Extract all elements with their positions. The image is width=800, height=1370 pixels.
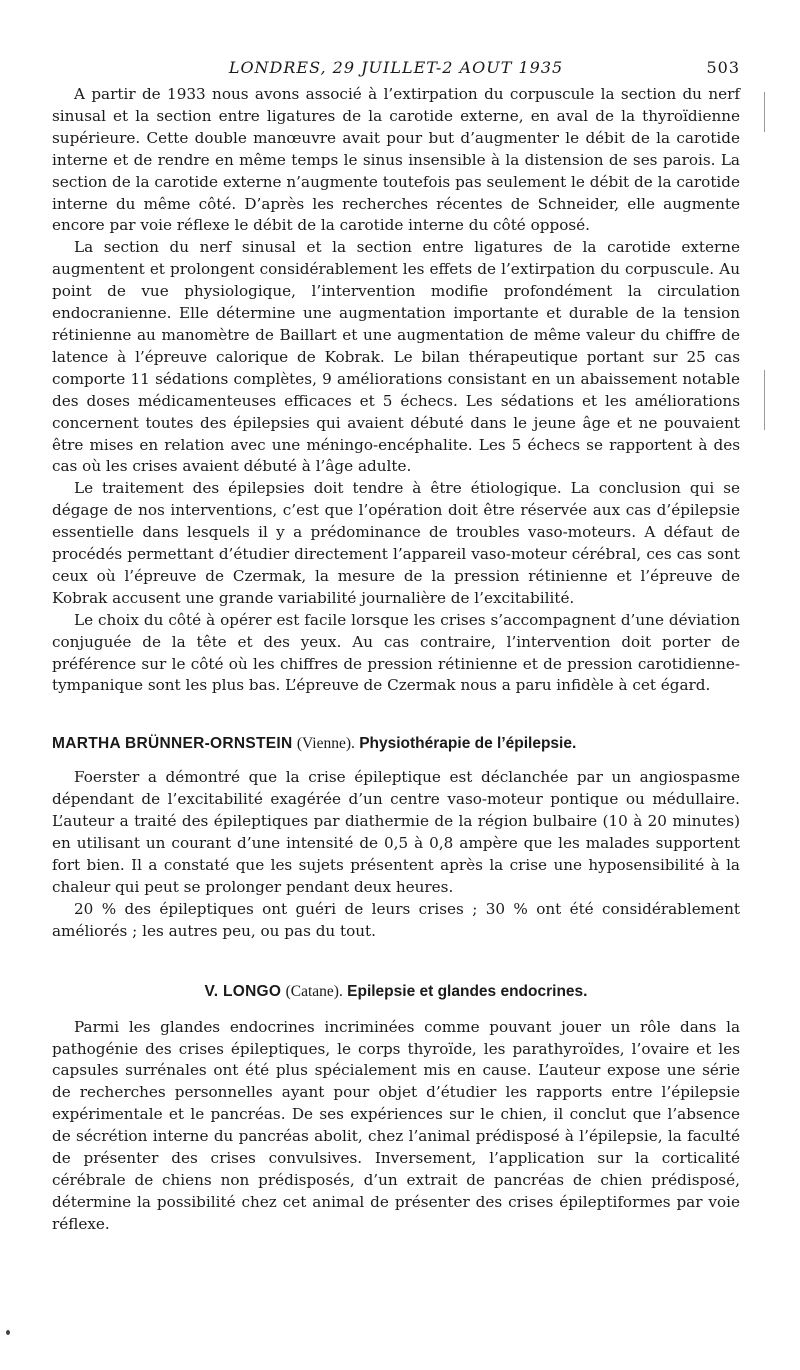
abstract-heading xyxy=(52,981,740,1003)
abstract-title: Epilepsie et glandes endocrines. xyxy=(347,982,588,1000)
page xyxy=(52,58,740,1236)
running-head xyxy=(52,58,740,84)
page-speck xyxy=(6,1330,10,1335)
abstract-heading xyxy=(52,733,740,755)
paragraph: Parmi les glandes endocrines incriminées comme pouvant jouer un rôle dans la pathogénie des crises épileptiques, le corps thyroïde, les parathyroïdes, l’ovaire et les capsules surrénales ont été plus spécialement mis en cause. L’auteur expose une série de recherches personnelles ayant pour objet d’étudier les rapports entre l’épilepsie expérimentale et le pancréas. De ses expériences sur le chien, il conclut que l’absence de sécrétion interne du pancréas abolit, chez l’animal prédisposé à l’épilepsie, la faculté de présenter des crises convulsives. Inversement, l’application sur la corticalité cérébrale de chiens non prédisposés, d’un extrait de pancréas de chien prédisposé, détermine la possibilité chez cet animal de présenter des crises épileptiformes par voie réflexe. xyxy=(52,1017,740,1233)
author-place: (Vienne). xyxy=(296,735,355,753)
paragraph: Le traitement des épilepsies doit tendre à être étiologique. La conclusion qui se dégage de nos interventions, c’est que l’opération doit être réservée aux cas d’épilepsie essentielle dans lesquels il y a prédominance de troubles vaso-moteurs. A défaut de procédés permettant d’étudier directement l’appareil vaso-moteur cérébral, ces cas sont ceux où l’épreuve de Czermak, la mesure de la pression rétinienne et l’épreuve de Kobrak accusent une grande variabilité journalière de l’excitabilité. xyxy=(52,479,740,607)
abstract-section xyxy=(52,1017,740,1236)
abstract-section xyxy=(52,767,740,942)
author-name: V. LONGO xyxy=(204,982,282,1000)
paragraph: Le choix du côté à opérer est facile lorsque les crises s’accompagnent d’une déviation conjuguée de la tête et des yeux. Au cas contraire, l’intervention doit porter de préférence sur le côté où les chiffres de pression rétinienne et de pression carotidienne-tympanique sont les plus bas. L’épreuve de Czermak nous a paru infidèle à cet égard. xyxy=(52,610,740,695)
intro-section xyxy=(52,84,740,697)
paragraph: Foerster a démontré que la crise épileptique est déclanchée par un angiospasme dépendant de l’excitabilité exagérée d’un centre vaso-moteur pontique ou médullaire. L’auteur a traité des épileptiques par diathermie de la région bulbaire (10 à 20 minutes) en utilisant un courant d’une intensité de 0,5 à 0,8 ampère que les malades supportent fort bien. Il a constaté que les sujets présentent après la crise une hyposensibilité à la chaleur qui peut se prolonger pendant deux heures. xyxy=(52,768,740,896)
abstract-title: Physiothérapie de l’épilepsie. xyxy=(359,735,577,753)
paragraph: La section du nerf sinusal et la section entre ligatures de la carotide externe augmentent et prolongent considérablement les effets de l’extirpation du corpuscule. Au point de vue physiologique, l’intervention modifie profondément la circulation endocranienne. Elle détermine une augmentation importante et durable de la tension rétinienne au manomètre de Baillart et une augmentation de même valeur du chiffre de latence à l’épreuve calorique de Kobrak. Le bilan thérapeutique portant sur 25 cas comporte 11 sédations complètes, 9 améliorations consistant en un abaissement notable des doses médicamenteuses efficaces et 5 échecs. Les sédations et les améliorations concernent toutes des épilepsies qui avaient débuté dans le jeune âge et ne pouvaient être mises en relation avec une méningo-encéphalite. Les 5 échecs se rapportent à des cas où les crises avaient débuté à l’âge adulte. xyxy=(52,238,740,476)
page-number: 503 xyxy=(706,58,740,77)
author-place: (Catane). xyxy=(285,982,343,1000)
paragraph: 20 % des épileptiques ont guéri de leurs crises ; 30 % ont été considérablement améliorés ; les autres peu, ou pas du tout. xyxy=(52,899,740,940)
running-title: LONDRES, 29 JUILLET-2 AOUT 1935 xyxy=(228,58,564,77)
margin-mark-top xyxy=(760,92,765,132)
margin-mark-middle xyxy=(760,370,765,430)
author-name: MARTHA BRÜNNER-ORNSTEIN xyxy=(52,735,293,753)
paragraph: A partir de 1933 nous avons associé à l’extirpation du corpuscule la section du nerf sinusal et la section entre ligatures de la carotide externe, en aval de la thyroïdienne supérieure. Cette double manœuvre avait pour but d’augmenter le débit de la carotide interne et de rendre en même temps le sinus insensible à la distension de ses parois. La section de la carotide externe n’augmente toutefois pas seulement le débit de la carotide interne du même côté. D’après les recherches récentes de Schneider, elle augmente encore par voie réflexe le débit de la carotide interne du côté opposé. xyxy=(52,85,740,235)
